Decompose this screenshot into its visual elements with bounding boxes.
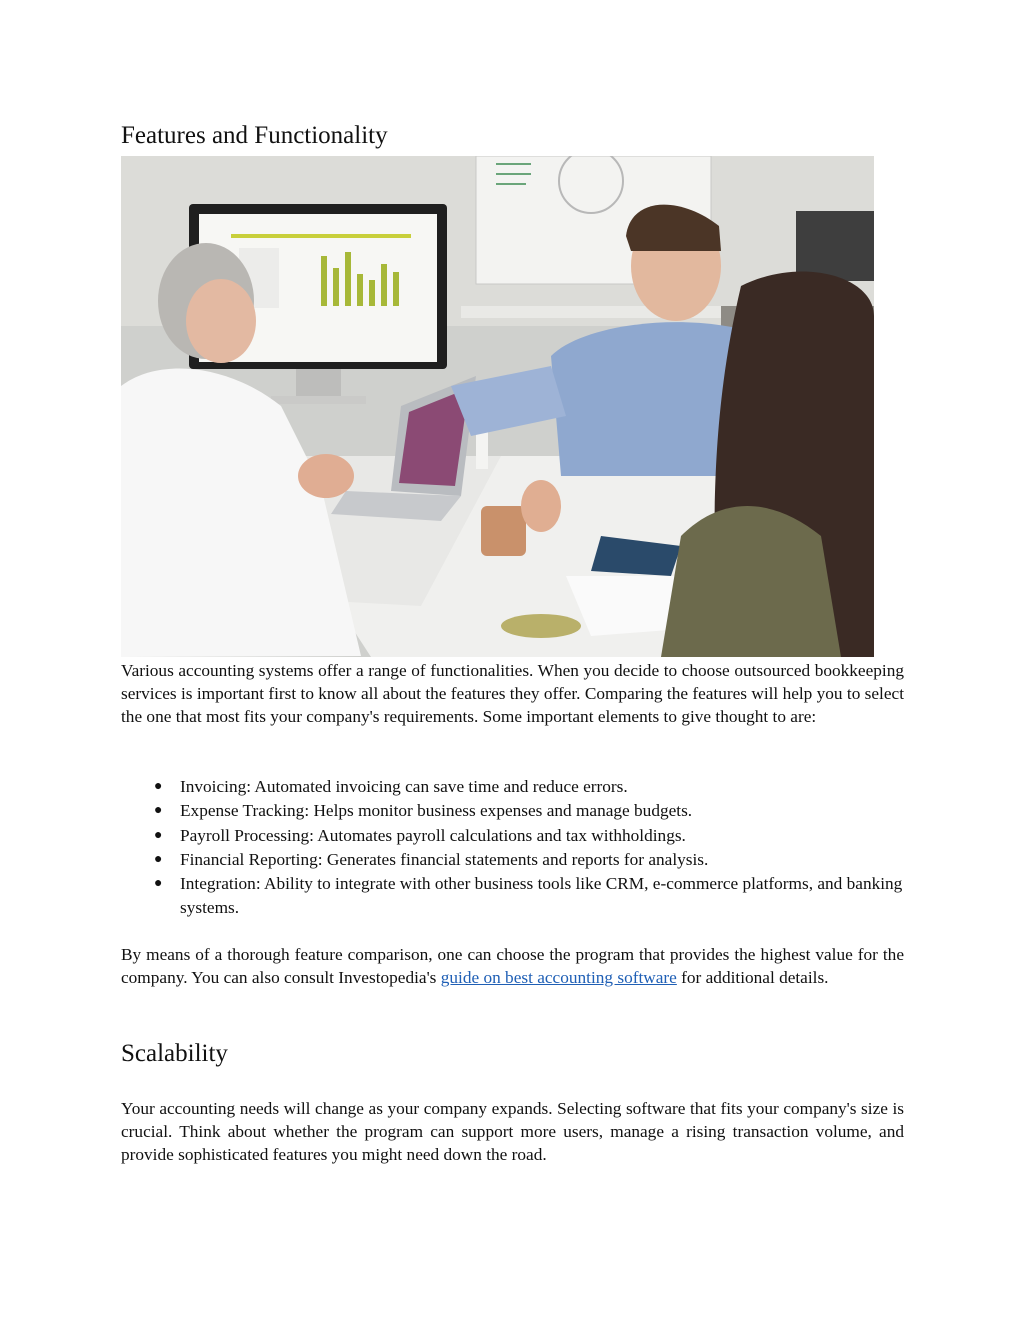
section-heading-scalability: Scalability [121, 1040, 228, 1067]
list-item [121, 775, 904, 799]
office-meeting-photo [121, 156, 874, 657]
scalability-paragraph: Your accounting needs will change as your company expands. Selecting software that fits your company's size is crucial. Think about whether the program can support more users, manage a rising transaction volume, and provide sophisticated features you might need down the road. [121, 1099, 904, 1165]
intro-paragraph: Various accounting systems offer a range of functionalities. When you decide to choose outsourced bookkeeping services is important first to know all about the features they offer. Comparing the features will help you to select the one that most fits your company's requirements. Some important elements to give thought to are: [121, 661, 904, 727]
list-item-text: Payroll Processing: Automates payroll calculations and tax withholdings. [180, 825, 686, 845]
list-item [121, 872, 904, 921]
comparison-text-start: By means of a thorough feature comparison, one can choose the program that provides the highest value for the company. You can also consult Investopedia's [121, 945, 904, 988]
list-item-text: Expense Tracking: Helps monitor business expenses and manage budgets. [180, 801, 693, 821]
bullet-icon: ● [154, 876, 163, 892]
list-item-text: Financial Reporting: Generates financial statements and reports for analysis. [180, 849, 709, 869]
list-item-text: Invoicing: Automated invoicing can save time and reduce errors. [180, 777, 628, 796]
list-item [121, 848, 904, 872]
list-item [121, 799, 904, 823]
bullet-icon: ● [154, 827, 163, 843]
bullet-icon: ● [154, 803, 163, 819]
comparison-paragraph [121, 943, 904, 989]
accounting-software-guide-link[interactable]: guide on best accounting software [440, 968, 677, 988]
list-item-text: Integration: Ability to integrate with other business tools like CRM, e-commerce platforms, and banking systems. [180, 874, 903, 918]
list-item [121, 824, 904, 848]
bullet-icon: ● [154, 851, 163, 867]
features-list [121, 775, 904, 921]
section-heading-features: Features and Functionality [121, 122, 388, 149]
comparison-text-end: for additional details. [676, 968, 829, 988]
bullet-icon: ● [154, 779, 163, 794]
